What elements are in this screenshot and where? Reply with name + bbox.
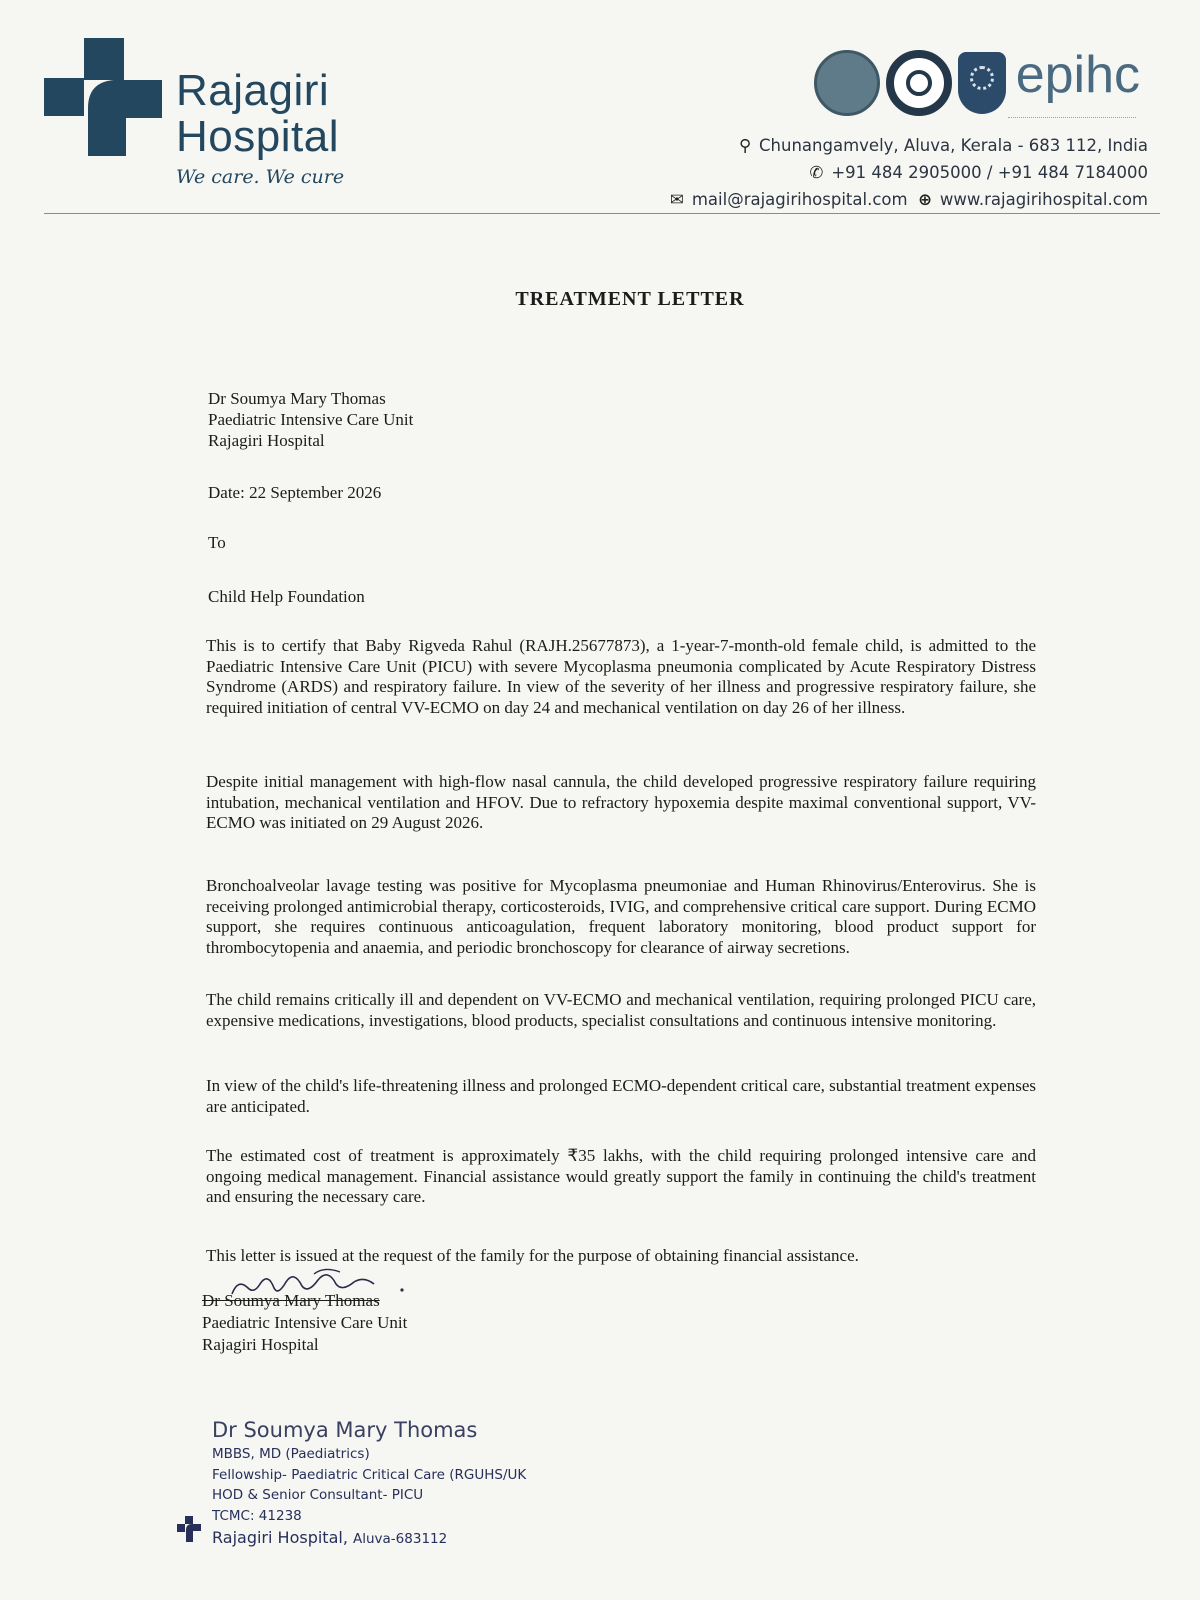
sender-block (208, 388, 1038, 451)
letter-date: Date: 22 September 2026 (208, 483, 382, 502)
signatory-name: Dr Soumya Mary Thomas (202, 1291, 380, 1310)
sender-name: Dr Soumya Mary Thomas (208, 389, 386, 408)
hospital-name-line1: Rajagiri (176, 66, 330, 115)
accreditation-seal-icon (814, 50, 880, 116)
paragraph-1: This is to certify that Baby Rigveda Rahul (RAJH.25677873), a 1-year-7-month-old female child, is admitted to the Paediatric Intensive Care Unit (PICU) with severe Mycoplasma pneumonia complicated by Acute Respiratory Distress Syndrome (ARDS) and respiratory failure. In view of the severity of her illness and progressive respiratory failure, she required initiation of central VV-ECMO on day 24 and mechanical ventilation on day 26 of her illness. (206, 636, 1036, 717)
stamp-registration: TCMC: 41238 (212, 1507, 302, 1524)
epihc-subline (1008, 117, 1136, 120)
paragraph-6: The estimated cost of treatment is approximately ₹35 lakhs, with the child requiring prolonged intensive care and ongoing medical management. Financial assistance would greatly support the family in continuing the child's treatment and ensuring the necessary care. (206, 1146, 1036, 1206)
stamp-degrees: MBBS, MD (Paediatrics) (212, 1446, 370, 1462)
signatory-block (202, 1290, 407, 1356)
sender-unit: Paediatric Intensive Care Unit (208, 410, 414, 429)
paragraph-3: Bronchoalveolar lavage testing was positive for Mycoplasma pneumoniae and Human Rhinovirus/Enterovirus. She is receiving prolonged antimicrobial therapy, corticosteroids, IVIG, and comprehensive critical care support. During ECMO support, she requires continuous anticoagulation, frequent laboratory monitoring, blood product support for thrombocytopenia and anaemia, and periodic bronchoscopy for clearance of airway secretions. (206, 876, 1036, 957)
signatory-hospital: Rajagiri Hospital (202, 1335, 319, 1354)
accreditation-logos (814, 48, 1140, 118)
address-line (670, 132, 1148, 159)
sender-hospital: Rajagiri Hospital (208, 431, 325, 450)
location-pin-icon: ⚲ (738, 136, 752, 155)
stamp-hospital-line (212, 1526, 526, 1551)
email-text: mail@rajagirihospital.com (691, 190, 908, 209)
phone-line (670, 159, 1148, 186)
stamp-fellowship: Fellowship- Paediatric Critical Care (RGUHS/UK (212, 1466, 527, 1483)
to-label: To (208, 533, 226, 552)
hospital-logo (44, 38, 374, 198)
website-text: www.rajagirihospital.com (939, 190, 1148, 209)
globe-icon: ⊕ (918, 190, 932, 209)
hospital-name (176, 68, 339, 160)
signatory-unit: Paediatric Intensive Care Unit (202, 1313, 408, 1332)
address-text: Chunangamvely, Aluva, Kerala - 683 112, India (759, 136, 1148, 155)
contact-details (670, 132, 1148, 213)
mail-icon: ✉ (670, 190, 684, 209)
hospital-name-line2: Hospital (176, 112, 339, 161)
letter-title: TREATMENT LETTER (515, 288, 745, 310)
recipient-name: Child Help Foundation (208, 587, 365, 606)
nabh-seal-icon (886, 50, 952, 116)
paragraph-2: Despite initial management with high-flow nasal cannula, the child developed progressive respiratory failure requiring intubation, mechanical ventilation and HFOV. Due to refractory hypoxemia despite maximal conventional support, VV-ECMO was initiated on 29 August 2026. (206, 772, 1036, 832)
phone-icon: ✆ (809, 163, 824, 182)
epihc-wordmark: epihc (1015, 46, 1140, 104)
paragraph-7: This letter is issued at the request of the family for the purpose of obtaining financial assistance. (206, 1246, 859, 1265)
paragraph-5: In view of the child's life-threatening illness and prolonged ECMO-dependent critical care, substantial treatment expenses are anticipated. (206, 1076, 1036, 1116)
stamp-hospital: Rajagiri Hospital, (212, 1528, 348, 1547)
doctor-stamp (212, 1416, 526, 1551)
stamp-position: HOD & Senior Consultant- PICU (212, 1487, 424, 1503)
shield-badge-icon (958, 52, 1006, 114)
email-web-line (670, 186, 1148, 213)
stamp-location: Aluva-683112 (353, 1531, 448, 1547)
header-divider (44, 213, 1160, 214)
paragraph-4: The child remains critically ill and dependent on VV-ECMO and mechanical ventilation, requiring prolonged PICU care, expensive medications, investigations, blood products, specialist consultations and continuous intensive monitoring. (206, 990, 1036, 1030)
stamp-name: Dr Soumya Mary Thomas (212, 1418, 478, 1442)
hospital-cross-icon (44, 38, 162, 158)
stamp-hospital-logo-icon (176, 1516, 202, 1542)
phone-text: +91 484 2905000 / +91 484 7184000 (831, 163, 1148, 182)
hospital-tagline: We care. We cure (176, 166, 345, 188)
